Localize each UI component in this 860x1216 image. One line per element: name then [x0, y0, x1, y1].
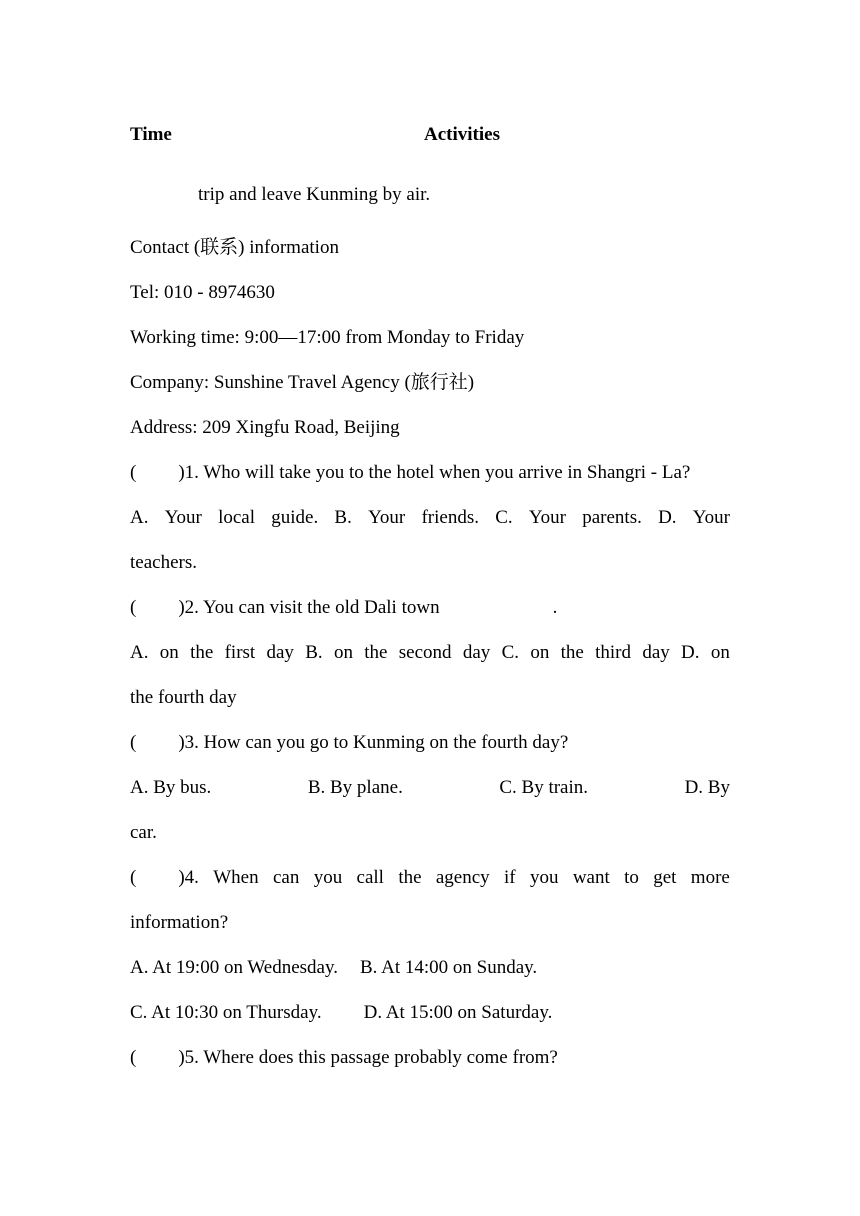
- question-word: the: [398, 867, 422, 888]
- option-word: third: [595, 642, 632, 663]
- question-word: you: [313, 867, 343, 888]
- answer-blank-open: (: [130, 462, 137, 483]
- question-word: you: [529, 867, 559, 888]
- question-3-options-continued: car.: [130, 822, 157, 843]
- answer-blank-close: ): [178, 597, 185, 618]
- option-word: Your: [164, 507, 202, 528]
- question-1-options: [130, 506, 730, 530]
- contact-address: Address: 209 Xingfu Road, Beijing: [130, 417, 400, 438]
- option-word: B.: [305, 642, 323, 663]
- option-word: Your: [368, 507, 406, 528]
- question-1: [130, 461, 690, 485]
- question-word: to: [624, 867, 639, 888]
- question-word: call: [356, 867, 384, 888]
- option-c: C. At 10:30 on Thursday.: [130, 1002, 322, 1023]
- option-word: C.: [495, 507, 513, 528]
- option-word: local: [218, 507, 256, 528]
- option-d: D. At 15:00 on Saturday.: [363, 1002, 553, 1023]
- option-word: day: [266, 642, 294, 663]
- question-4-continued: information?: [130, 912, 229, 933]
- option-word: guide.: [271, 507, 319, 528]
- option-word: first: [224, 642, 256, 663]
- contact-tel: Tel: 010 - 8974630: [130, 282, 275, 303]
- option-word: parents.: [582, 507, 642, 528]
- question-word: want: [572, 867, 610, 888]
- option-word: D.: [681, 642, 700, 663]
- option-word: day: [462, 642, 491, 663]
- option-word: second: [398, 642, 452, 663]
- contact-company: Company: Sunshine Travel Agency (旅行社): [130, 372, 475, 393]
- question-3: [130, 731, 568, 755]
- option-b: B. At 14:00 on Sunday.: [359, 957, 538, 978]
- option-word: on: [333, 642, 353, 663]
- option-a: A. By bus.: [130, 777, 212, 798]
- answer-blank: ( )4.: [130, 867, 199, 888]
- option-a: A. At 19:00 on Wednesday.: [130, 957, 338, 978]
- table-activity-text: trip and leave Kunming by air.: [198, 184, 431, 205]
- answer-blank-close: ): [178, 462, 185, 483]
- question-text: 1. Who will take you to the hotel when you arrive in Shangri - La?: [184, 462, 691, 483]
- contact-working-time: Working time: 9:00—17:00 from Monday to Friday: [130, 327, 525, 348]
- option-word: B.: [334, 507, 352, 528]
- option-word: A.: [130, 642, 149, 663]
- answer-blank-open: (: [130, 597, 137, 618]
- option-word: Your: [692, 507, 730, 528]
- table-header-time: Time: [130, 124, 172, 145]
- question-2-options-continued: the fourth day: [130, 687, 237, 708]
- question-word: get: [653, 867, 677, 888]
- question-5: [130, 1046, 558, 1070]
- question-text: 3. How can you go to Kunming on the fourth day?: [184, 732, 569, 753]
- option-word: the: [190, 642, 214, 663]
- option-word: friends.: [421, 507, 479, 528]
- contact-heading: Contact (联系) information: [130, 237, 339, 258]
- question-3-options: [130, 776, 730, 800]
- question-4: [130, 866, 730, 890]
- question-2-options: [130, 641, 730, 665]
- answer-blank-close: ): [178, 1047, 185, 1068]
- question-1-options-continued: teachers.: [130, 552, 197, 573]
- answer-blank-open: (: [130, 732, 137, 753]
- option-c: C. By train.: [499, 777, 589, 798]
- question-text: 5. Where does this passage probably come from?: [184, 1047, 558, 1068]
- option-b: B. By plane.: [307, 777, 403, 798]
- table-header-activities: Activities: [424, 124, 500, 145]
- answer-blank-open: (: [130, 1047, 137, 1068]
- option-word: on: [710, 642, 730, 663]
- option-word: Your: [528, 507, 566, 528]
- option-word: the: [560, 642, 584, 663]
- question-word: if: [504, 867, 516, 888]
- option-word: A.: [130, 507, 149, 528]
- option-word: on: [159, 642, 179, 663]
- question-text: 2. You can visit the old Dali town: [184, 597, 440, 618]
- question-word: can: [272, 867, 300, 888]
- question-4-options-ab: [130, 956, 537, 980]
- question-word: more: [690, 867, 730, 888]
- answer-blank-close: ): [178, 732, 185, 753]
- option-word: on: [530, 642, 550, 663]
- option-d: D. By: [684, 777, 730, 798]
- question-2: [130, 596, 557, 620]
- option-word: D.: [658, 507, 677, 528]
- question-word: agency: [435, 867, 490, 888]
- option-word: C.: [501, 642, 520, 663]
- option-word: day: [642, 642, 670, 663]
- question-4-options-cd: [130, 1001, 552, 1025]
- question-tail: .: [552, 597, 558, 618]
- question-word: When: [213, 867, 259, 888]
- option-word: the: [364, 642, 388, 663]
